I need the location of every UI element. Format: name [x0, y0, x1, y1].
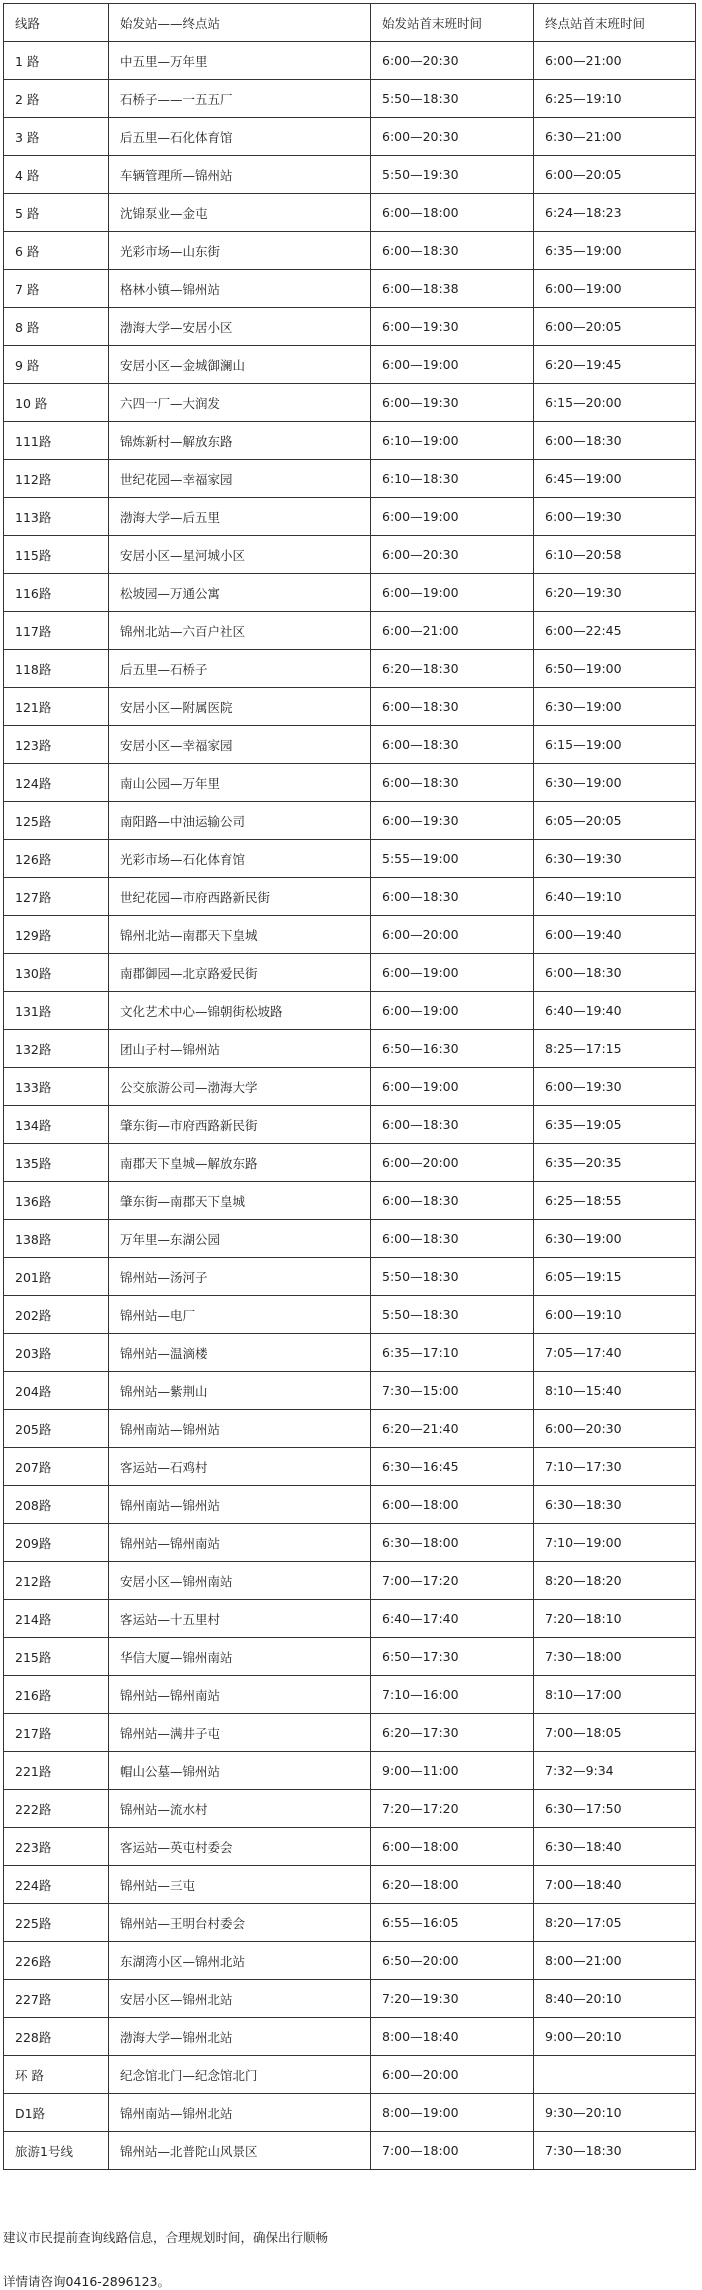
- table-row: [4, 954, 696, 992]
- cell-origin-times: 6:00—19:00: [371, 954, 534, 992]
- cell-terminal-times: 6:30—17:50: [534, 1790, 696, 1828]
- cell-stations: 六四一厂—大润发: [109, 384, 371, 422]
- cell-origin-times: 6:00—19:30: [371, 802, 534, 840]
- cell-origin-times: 6:10—19:00: [371, 422, 534, 460]
- cell-stations: 锦州站—锦州南站: [109, 1676, 371, 1714]
- table-row: [4, 2094, 696, 2132]
- cell-origin-times: 6:20—17:30: [371, 1714, 534, 1752]
- cell-origin-times: 6:35—17:10: [371, 1334, 534, 1372]
- cell-route: 127路: [4, 878, 109, 916]
- cell-stations: 渤海大学—后五里: [109, 498, 371, 536]
- cell-stations: 南郡天下皇城—解放东路: [109, 1144, 371, 1182]
- cell-route: 131路: [4, 992, 109, 1030]
- cell-stations: 沈锦泵业—金屯: [109, 194, 371, 232]
- table-row: [4, 650, 696, 688]
- cell-origin-times: 6:30—18:00: [371, 1524, 534, 1562]
- cell-origin-times: 6:00—20:30: [371, 536, 534, 574]
- cell-stations: 石桥子——一五五厂: [109, 80, 371, 118]
- table-row: [4, 1980, 696, 2018]
- cell-terminal-times: 6:50—19:00: [534, 650, 696, 688]
- header-stations: 始发站——终点站: [109, 4, 371, 42]
- cell-route: 123路: [4, 726, 109, 764]
- cell-stations: 渤海大学—安居小区: [109, 308, 371, 346]
- cell-route: 216路: [4, 1676, 109, 1714]
- table-row: [4, 1942, 696, 1980]
- cell-origin-times: 6:00—19:30: [371, 308, 534, 346]
- cell-route: 222路: [4, 1790, 109, 1828]
- cell-origin-times: 6:00—20:30: [371, 118, 534, 156]
- cell-stations: 锦州南站—锦州北站: [109, 2094, 371, 2132]
- table-row: [4, 1106, 696, 1144]
- cell-origin-times: 6:20—21:40: [371, 1410, 534, 1448]
- cell-origin-times: 5:50—18:30: [371, 80, 534, 118]
- cell-route: 124路: [4, 764, 109, 802]
- cell-terminal-times: 6:20—19:45: [534, 346, 696, 384]
- table-row: [4, 992, 696, 1030]
- cell-origin-times: 5:55—19:00: [371, 840, 534, 878]
- cell-route: 205路: [4, 1410, 109, 1448]
- cell-route: 2 路: [4, 80, 109, 118]
- cell-stations: 安居小区—锦州北站: [109, 1980, 371, 2018]
- cell-route: 旅游1号线: [4, 2132, 109, 2170]
- cell-stations: 锦州站—北普陀山风景区: [109, 2132, 371, 2170]
- cell-route: 5 路: [4, 194, 109, 232]
- table-row: [4, 1296, 696, 1334]
- cell-stations: 世纪花园—幸福家园: [109, 460, 371, 498]
- cell-stations: 纪念馆北门—纪念馆北门: [109, 2056, 371, 2094]
- cell-route: 204路: [4, 1372, 109, 1410]
- cell-terminal-times: 8:20—18:20: [534, 1562, 696, 1600]
- cell-route: 208路: [4, 1486, 109, 1524]
- cell-origin-times: 6:00—18:00: [371, 1486, 534, 1524]
- cell-origin-times: 6:00—18:30: [371, 1182, 534, 1220]
- cell-terminal-times: 6:35—19:05: [534, 1106, 696, 1144]
- cell-route: 215路: [4, 1638, 109, 1676]
- cell-route: 117路: [4, 612, 109, 650]
- cell-stations: 客运站—石鸡村: [109, 1448, 371, 1486]
- table-row: [4, 1638, 696, 1676]
- table-row: [4, 1410, 696, 1448]
- cell-terminal-times: 6:30—18:30: [534, 1486, 696, 1524]
- table-body: [4, 42, 696, 2170]
- header-origin-times: 始发站首末班时间: [371, 4, 534, 42]
- cell-terminal-times: 6:00—21:00: [534, 42, 696, 80]
- cell-origin-times: 6:00—20:00: [371, 2056, 534, 2094]
- cell-terminal-times: 6:30—21:00: [534, 118, 696, 156]
- cell-origin-times: 6:55—16:05: [371, 1904, 534, 1942]
- cell-terminal-times: 7:32—9:34: [534, 1752, 696, 1790]
- cell-route: 10 路: [4, 384, 109, 422]
- cell-route: 6 路: [4, 232, 109, 270]
- cell-terminal-times: 7:10—17:30: [534, 1448, 696, 1486]
- cell-stations: 锦州站—流水村: [109, 1790, 371, 1828]
- table-row: [4, 1752, 696, 1790]
- table-row: [4, 1068, 696, 1106]
- cell-origin-times: 6:30—16:45: [371, 1448, 534, 1486]
- cell-origin-times: 6:00—20:30: [371, 42, 534, 80]
- cell-route: 8 路: [4, 308, 109, 346]
- cell-terminal-times: 6:05—19:15: [534, 1258, 696, 1296]
- cell-route: 7 路: [4, 270, 109, 308]
- table-row: [4, 764, 696, 802]
- table-row: [4, 840, 696, 878]
- cell-origin-times: 6:00—19:00: [371, 1068, 534, 1106]
- cell-terminal-times: 8:10—15:40: [534, 1372, 696, 1410]
- cell-stations: 南山公园—万年里: [109, 764, 371, 802]
- cell-route: 202路: [4, 1296, 109, 1334]
- table-row: [4, 536, 696, 574]
- cell-terminal-times: 8:25—17:15: [534, 1030, 696, 1068]
- bus-schedule-table-wrapper: [3, 3, 695, 2170]
- cell-route: 126路: [4, 840, 109, 878]
- table-row: [4, 574, 696, 612]
- cell-stations: 世纪花园—市府西路新民街: [109, 878, 371, 916]
- cell-stations: 锦州站—汤河子: [109, 1258, 371, 1296]
- cell-terminal-times: 6:05—20:05: [534, 802, 696, 840]
- cell-terminal-times: 7:10—19:00: [534, 1524, 696, 1562]
- cell-stations: 锦州北站—南郡天下皇城: [109, 916, 371, 954]
- table-row: [4, 118, 696, 156]
- table-row: [4, 1486, 696, 1524]
- cell-route: 125路: [4, 802, 109, 840]
- table-row: [4, 422, 696, 460]
- table-row: [4, 1562, 696, 1600]
- cell-terminal-times: 7:00—18:05: [534, 1714, 696, 1752]
- table-row: [4, 1676, 696, 1714]
- cell-origin-times: 6:00—18:30: [371, 232, 534, 270]
- cell-stations: 后五里—石桥子: [109, 650, 371, 688]
- cell-terminal-times: 6:30—19:30: [534, 840, 696, 878]
- cell-route: 112路: [4, 460, 109, 498]
- cell-terminal-times: 6:00—20:30: [534, 1410, 696, 1448]
- cell-route: 225路: [4, 1904, 109, 1942]
- cell-terminal-times: 6:00—19:40: [534, 916, 696, 954]
- header-terminal-times: 终点站首末班时间: [534, 4, 696, 42]
- cell-origin-times: 6:20—18:00: [371, 1866, 534, 1904]
- cell-terminal-times: 6:30—19:00: [534, 1220, 696, 1258]
- cell-terminal-times: 7:30—18:00: [534, 1638, 696, 1676]
- table-row: [4, 1828, 696, 1866]
- cell-stations: 锦州站—紫荆山: [109, 1372, 371, 1410]
- cell-terminal-times: 6:30—19:00: [534, 688, 696, 726]
- cell-stations: 客运站—英屯村委会: [109, 1828, 371, 1866]
- cell-origin-times: 6:50—16:30: [371, 1030, 534, 1068]
- cell-terminal-times: 6:24—18:23: [534, 194, 696, 232]
- cell-terminal-times: 8:10—17:00: [534, 1676, 696, 1714]
- cell-origin-times: 6:00—19:30: [371, 384, 534, 422]
- cell-stations: 格林小镇—锦州站: [109, 270, 371, 308]
- cell-origin-times: 7:00—17:20: [371, 1562, 534, 1600]
- cell-stations: 肇东街—市府西路新民街: [109, 1106, 371, 1144]
- cell-origin-times: 6:00—18:00: [371, 1828, 534, 1866]
- cell-terminal-times: 7:05—17:40: [534, 1334, 696, 1372]
- cell-origin-times: 6:00—20:00: [371, 1144, 534, 1182]
- header-route: 线路: [4, 4, 109, 42]
- cell-route: 136路: [4, 1182, 109, 1220]
- table-row: [4, 1448, 696, 1486]
- cell-stations: 锦州站—锦州南站: [109, 1524, 371, 1562]
- cell-terminal-times: 6:00—22:45: [534, 612, 696, 650]
- cell-origin-times: 6:20—18:30: [371, 650, 534, 688]
- cell-route: 223路: [4, 1828, 109, 1866]
- cell-origin-times: 5:50—18:30: [371, 1296, 534, 1334]
- cell-terminal-times: 6:00—20:05: [534, 308, 696, 346]
- cell-stations: 肇东街—南郡天下皇城: [109, 1182, 371, 1220]
- cell-stations: 安居小区—星河城小区: [109, 536, 371, 574]
- table-row: [4, 916, 696, 954]
- cell-terminal-times: 6:00—19:10: [534, 1296, 696, 1334]
- cell-stations: 松坡园—万通公寓: [109, 574, 371, 612]
- table-row: [4, 2056, 696, 2094]
- cell-origin-times: 6:00—18:38: [371, 270, 534, 308]
- cell-origin-times: 7:30—15:00: [371, 1372, 534, 1410]
- cell-origin-times: 8:00—18:40: [371, 2018, 534, 2056]
- cell-origin-times: 6:00—20:00: [371, 916, 534, 954]
- cell-terminal-times: 6:25—19:10: [534, 80, 696, 118]
- table-row: [4, 1258, 696, 1296]
- cell-route: 113路: [4, 498, 109, 536]
- cell-terminal-times: 9:30—20:10: [534, 2094, 696, 2132]
- cell-route: 221路: [4, 1752, 109, 1790]
- table-row: [4, 1182, 696, 1220]
- cell-origin-times: 6:00—19:00: [371, 346, 534, 384]
- table-row: [4, 308, 696, 346]
- cell-origin-times: 6:50—20:00: [371, 1942, 534, 1980]
- table-row: [4, 1866, 696, 1904]
- cell-terminal-times: 6:00—20:05: [534, 156, 696, 194]
- table-row: [4, 1524, 696, 1562]
- cell-origin-times: 7:20—19:30: [371, 1980, 534, 2018]
- cell-terminal-times: 6:00—18:30: [534, 954, 696, 992]
- table-row: [4, 1334, 696, 1372]
- cell-stations: 公交旅游公司—渤海大学: [109, 1068, 371, 1106]
- cell-terminal-times: 6:30—18:40: [534, 1828, 696, 1866]
- bus-schedule-table: [3, 3, 696, 2170]
- cell-origin-times: 6:00—18:30: [371, 688, 534, 726]
- cell-stations: 锦炼新村—解放东路: [109, 422, 371, 460]
- cell-route: 111路: [4, 422, 109, 460]
- cell-stations: 后五里—石化体育馆: [109, 118, 371, 156]
- table-row: [4, 2018, 696, 2056]
- cell-stations: 文化艺术中心—锦朝街松坡路: [109, 992, 371, 1030]
- cell-stations: 南郡御园—北京路爱民街: [109, 954, 371, 992]
- cell-route: 224路: [4, 1866, 109, 1904]
- cell-origin-times: 6:00—18:00: [371, 194, 534, 232]
- cell-route: 132路: [4, 1030, 109, 1068]
- table-row: [4, 1904, 696, 1942]
- cell-origin-times: 6:00—18:30: [371, 764, 534, 802]
- cell-stations: 车辆管理所—锦州站: [109, 156, 371, 194]
- cell-stations: 安居小区—附属医院: [109, 688, 371, 726]
- cell-route: 118路: [4, 650, 109, 688]
- cell-origin-times: 6:00—18:30: [371, 726, 534, 764]
- table-row: [4, 270, 696, 308]
- table-row: [4, 80, 696, 118]
- table-row: [4, 156, 696, 194]
- footer-contact: 详情请咨询0416-2896123。: [3, 2274, 170, 2289]
- table-row: [4, 1030, 696, 1068]
- cell-route: 133路: [4, 1068, 109, 1106]
- cell-route: 环 路: [4, 2056, 109, 2094]
- table-row: [4, 42, 696, 80]
- cell-origin-times: 5:50—19:30: [371, 156, 534, 194]
- cell-route: 209路: [4, 1524, 109, 1562]
- cell-terminal-times: 9:00—20:10: [534, 2018, 696, 2056]
- cell-route: 115路: [4, 536, 109, 574]
- cell-origin-times: 6:00—19:00: [371, 498, 534, 536]
- cell-terminal-times: 6:45—19:00: [534, 460, 696, 498]
- cell-origin-times: 6:00—18:30: [371, 1220, 534, 1258]
- cell-origin-times: 6:00—18:30: [371, 878, 534, 916]
- cell-route: 3 路: [4, 118, 109, 156]
- cell-route: 203路: [4, 1334, 109, 1372]
- cell-origin-times: 7:00—18:00: [371, 2132, 534, 2170]
- table-row: [4, 384, 696, 422]
- cell-stations: 客运站—十五里村: [109, 1600, 371, 1638]
- cell-route: 212路: [4, 1562, 109, 1600]
- cell-stations: 东湖湾小区—锦州北站: [109, 1942, 371, 1980]
- cell-origin-times: 6:00—18:30: [371, 1106, 534, 1144]
- cell-route: 138路: [4, 1220, 109, 1258]
- cell-route: 227路: [4, 1980, 109, 2018]
- cell-stations: 光彩市场—石化体育馆: [109, 840, 371, 878]
- table-row: [4, 612, 696, 650]
- cell-origin-times: 6:00—19:00: [371, 574, 534, 612]
- cell-route: 130路: [4, 954, 109, 992]
- table-row: [4, 1372, 696, 1410]
- cell-stations: 万年里—东湖公园: [109, 1220, 371, 1258]
- cell-route: 228路: [4, 2018, 109, 2056]
- cell-terminal-times: 6:35—20:35: [534, 1144, 696, 1182]
- cell-stations: 锦州站—电厂: [109, 1296, 371, 1334]
- table-row: [4, 878, 696, 916]
- cell-stations: 锦州站—王明台村委会: [109, 1904, 371, 1942]
- cell-route: 134路: [4, 1106, 109, 1144]
- cell-origin-times: 8:00—19:00: [371, 2094, 534, 2132]
- cell-terminal-times: 7:20—18:10: [534, 1600, 696, 1638]
- cell-terminal-times: 6:00—19:30: [534, 1068, 696, 1106]
- table-row: [4, 2132, 696, 2170]
- cell-origin-times: 6:00—19:00: [371, 992, 534, 1030]
- table-row: [4, 802, 696, 840]
- cell-terminal-times: 6:15—20:00: [534, 384, 696, 422]
- cell-route: 214路: [4, 1600, 109, 1638]
- cell-route: 226路: [4, 1942, 109, 1980]
- cell-origin-times: 6:10—18:30: [371, 460, 534, 498]
- cell-stations: 团山子村—锦州站: [109, 1030, 371, 1068]
- table-row: [4, 194, 696, 232]
- footer-note: 建议市民提前查询线路信息，合理规划时间，确保出行顺畅: [3, 2230, 329, 2245]
- cell-origin-times: 7:20—17:20: [371, 1790, 534, 1828]
- table-row: [4, 688, 696, 726]
- cell-route: 1 路: [4, 42, 109, 80]
- cell-stations: 锦州北站—六百户社区: [109, 612, 371, 650]
- cell-route: 135路: [4, 1144, 109, 1182]
- table-row: [4, 232, 696, 270]
- cell-terminal-times: 7:00—18:40: [534, 1866, 696, 1904]
- cell-terminal-times: 6:10—20:58: [534, 536, 696, 574]
- cell-route: 207路: [4, 1448, 109, 1486]
- table-row: [4, 1714, 696, 1752]
- table-row: [4, 1790, 696, 1828]
- cell-terminal-times: 6:35—19:00: [534, 232, 696, 270]
- table-row: [4, 1600, 696, 1638]
- cell-stations: 华信大厦—锦州南站: [109, 1638, 371, 1676]
- cell-stations: 安居小区—幸福家园: [109, 726, 371, 764]
- cell-stations: 帽山公墓—锦州站: [109, 1752, 371, 1790]
- cell-terminal-times: 6:20—19:30: [534, 574, 696, 612]
- cell-route: 116路: [4, 574, 109, 612]
- cell-route: 121路: [4, 688, 109, 726]
- cell-terminal-times: 6:30—19:00: [534, 764, 696, 802]
- cell-stations: 渤海大学—锦州北站: [109, 2018, 371, 2056]
- table-row: [4, 460, 696, 498]
- cell-stations: 锦州南站—锦州站: [109, 1410, 371, 1448]
- cell-terminal-times: 6:15—19:00: [534, 726, 696, 764]
- cell-origin-times: 9:00—11:00: [371, 1752, 534, 1790]
- cell-terminal-times: 6:25—18:55: [534, 1182, 696, 1220]
- cell-stations: 安居小区—金城御澜山: [109, 346, 371, 384]
- cell-route: 217路: [4, 1714, 109, 1752]
- cell-route: 129路: [4, 916, 109, 954]
- cell-route: D1路: [4, 2094, 109, 2132]
- table-row: [4, 1144, 696, 1182]
- cell-terminal-times: 6:00—19:00: [534, 270, 696, 308]
- table-row: [4, 498, 696, 536]
- table-header-row: [4, 4, 696, 42]
- cell-terminal-times: 6:40—19:10: [534, 878, 696, 916]
- cell-route: 9 路: [4, 346, 109, 384]
- table-row: [4, 346, 696, 384]
- cell-stations: 中五里—万年里: [109, 42, 371, 80]
- cell-stations: 锦州南站—锦州站: [109, 1486, 371, 1524]
- cell-terminal-times: 6:40—19:40: [534, 992, 696, 1030]
- cell-origin-times: 6:00—21:00: [371, 612, 534, 650]
- cell-terminal-times: 8:40—20:10: [534, 1980, 696, 2018]
- cell-stations: 光彩市场—山东街: [109, 232, 371, 270]
- cell-terminal-times: 6:00—19:30: [534, 498, 696, 536]
- cell-stations: 南阳路—中油运输公司: [109, 802, 371, 840]
- cell-stations: 安居小区—锦州南站: [109, 1562, 371, 1600]
- cell-terminal-times: 7:30—18:30: [534, 2132, 696, 2170]
- cell-terminal-times: 8:20—17:05: [534, 1904, 696, 1942]
- cell-terminal-times: 8:00—21:00: [534, 1942, 696, 1980]
- cell-origin-times: 7:10—16:00: [371, 1676, 534, 1714]
- cell-terminal-times: [534, 2056, 696, 2094]
- cell-origin-times: 6:50—17:30: [371, 1638, 534, 1676]
- cell-stations: 锦州站—温滴楼: [109, 1334, 371, 1372]
- cell-origin-times: 5:50—18:30: [371, 1258, 534, 1296]
- cell-stations: 锦州站—满井子屯: [109, 1714, 371, 1752]
- table-row: [4, 726, 696, 764]
- cell-route: 4 路: [4, 156, 109, 194]
- cell-origin-times: 6:40—17:40: [371, 1600, 534, 1638]
- cell-stations: 锦州站—三屯: [109, 1866, 371, 1904]
- table-row: [4, 1220, 696, 1258]
- cell-terminal-times: 6:00—18:30: [534, 422, 696, 460]
- cell-route: 201路: [4, 1258, 109, 1296]
